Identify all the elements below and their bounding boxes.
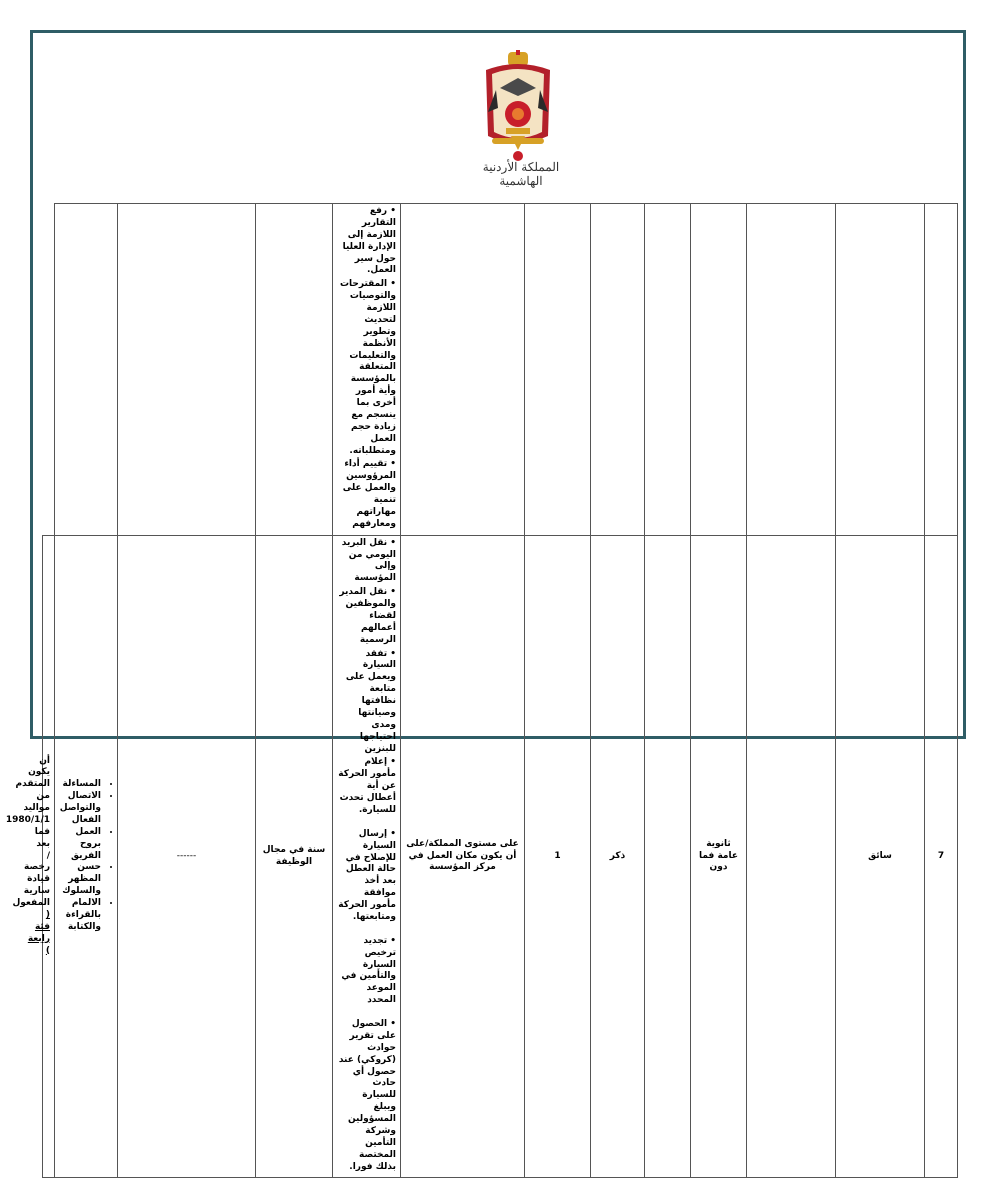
- skill-item: • حسن المظهر والسلوك: [59, 862, 101, 898]
- conditions-line: أن يكون المتقدم من مواليد: [15, 755, 50, 814]
- row1-experience: [256, 204, 333, 536]
- blank-cell: [747, 535, 836, 1178]
- conditions-line: / رخصة قيادة سارية المفعول: [12, 850, 50, 909]
- work-location: على مستوى المملكة/على أن يكون مكان العمل في مركز المؤسسة: [401, 535, 525, 1178]
- task-item: • نقل المدير والموظفين لقضاء أعمالهم الرسمية: [337, 587, 396, 646]
- row1-tasks: [333, 204, 401, 536]
- skills: [55, 535, 118, 1178]
- task-item: • تفقد السيارة ويعمل على متابعة نظافتها وصيانتها ومدى احتياجها للبنزين: [337, 649, 396, 756]
- row1-job-title: [836, 204, 925, 536]
- row1-skills: [118, 204, 256, 536]
- job-tasks: [333, 535, 401, 1178]
- conditions: [5, 535, 55, 1178]
- row1-gender: [591, 204, 645, 536]
- task-item: • رفع التقارير اللازمة إلى الإدارة العليا حول سير العمل.: [337, 206, 396, 277]
- task-item: • نقل البريد اليومي من وإلى المؤسسة: [337, 538, 396, 586]
- dash-cell: ------: [118, 535, 256, 1178]
- vacancy-count: 1: [525, 535, 591, 1178]
- row1-number: [925, 204, 958, 536]
- task-item: • إعلام مأمور الحركة عن أية أعطال تحدث للسيارة.: [337, 757, 396, 816]
- birth-date: 1980/1/1: [5, 814, 50, 825]
- license-category: ( فئة رابعة ): [27, 909, 50, 956]
- task-item: • تقييم أداء المرؤوسين والعمل على تنمية مهاراتهم ومعارفهم: [337, 459, 396, 530]
- kingdom-name: المملكة الأردنية الهاشمية: [482, 160, 560, 188]
- row1-qualification: [691, 204, 747, 536]
- task-item: • تجديد ترخيص السيارة والتأمين في الموعد المحدد: [337, 936, 396, 1007]
- skill-item: • الالمام بالقراءة والكتابة: [59, 898, 101, 934]
- skill-item: • العمل بروح الفريق: [59, 827, 101, 863]
- row1-blank: [747, 204, 836, 536]
- skill-item: • الاتصال والتواصل الفعال: [59, 791, 101, 827]
- row1-blank: [645, 204, 691, 536]
- qualification: ثانوية عامة فما دون: [691, 535, 747, 1178]
- conditions-line: فما بعد: [34, 826, 50, 849]
- job-table: [5, 203, 958, 1178]
- row1-conditions: [55, 204, 118, 536]
- experience: سنة في مجال الوظيفة: [256, 535, 333, 1178]
- task-item: • إرسال السيارة للإصلاح في حالة العطل بعد أخذ موافقة مأمور الحركة ومتابعتها.: [337, 829, 396, 924]
- task-item: • المقترحات والتوصيات اللازمة لتحديث وتطوير الأنظمة والتعليمات المتعلقة بالمؤسسة وأية أمور أخرى بما ينسجم مع زيادة حجم العمل ومتطلباته.: [337, 279, 396, 457]
- row1-count: [525, 204, 591, 536]
- gender: ذكر: [591, 535, 645, 1178]
- task-item: • الحصول على تقرير حوادث (كروكي) عند حصول أي حادث للسيارة ويبلغ المسؤولين وشركة التأمين المختصة بذلك فورا.: [337, 1019, 396, 1173]
- row-number: 7: [925, 535, 958, 1178]
- table-row: [43, 535, 958, 1178]
- job-title: سائق: [836, 535, 925, 1178]
- skill-item: • المساءلة: [59, 779, 101, 791]
- row1-location: [401, 204, 525, 536]
- table-row: [43, 204, 958, 536]
- coat-of-arms-icon: [478, 50, 558, 168]
- blank-cell: [645, 535, 691, 1178]
